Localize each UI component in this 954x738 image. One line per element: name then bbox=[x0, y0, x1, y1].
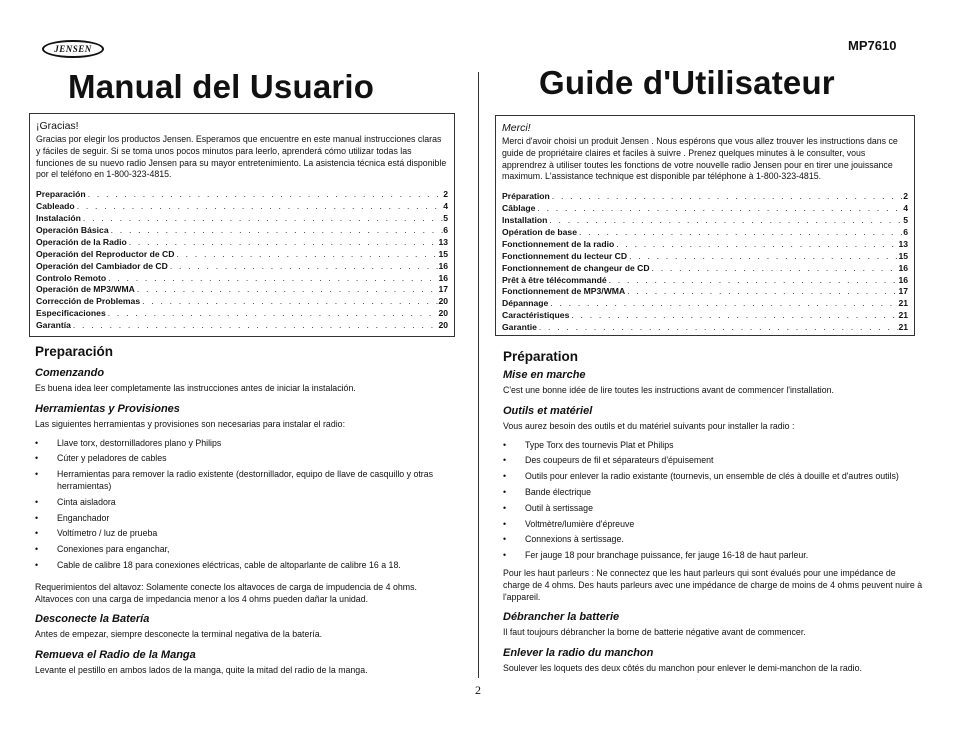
toc-item[interactable]: Opération de base . . . 6 bbox=[502, 227, 908, 239]
paragraph: Levante el pestillo en ambos lados de la manga, quite la mitad del radio de la manga. bbox=[35, 665, 368, 676]
body-es bbox=[35, 366, 455, 684]
thanks-heading-es: ¡Gracias! bbox=[36, 120, 79, 132]
subheading: Mise en marche bbox=[503, 369, 586, 381]
toc-item[interactable]: Caractéristiques . . . 21 bbox=[502, 310, 908, 322]
jensen-logo bbox=[42, 40, 104, 58]
toc-item[interactable]: Dépannage . . . 21 bbox=[502, 298, 908, 310]
subheading: Comenzando bbox=[35, 367, 105, 379]
toc-item[interactable]: Especificaciones . . . 20 bbox=[36, 308, 448, 320]
page-title-fr: Guide d'Utilisateur bbox=[539, 64, 835, 101]
paragraph: Las siguientes herramientas y provisiones son necesarias para instalar el radio: bbox=[35, 418, 346, 429]
logo-text: JENSEN bbox=[54, 44, 92, 54]
thanks-box-es bbox=[29, 113, 455, 337]
list-item: • Conexiones para enganchar, bbox=[35, 544, 455, 556]
paragraph: Antes de empezar, siempre desconecte la terminal negativa de la batería. bbox=[35, 629, 323, 640]
list-item: • Voltmètre/lumière d'épreuve bbox=[503, 519, 923, 531]
toc-item[interactable]: Fonctionnement de la radio . . . 13 bbox=[502, 239, 908, 251]
paragraph: Vous aurez besoin des outils et du matériel suivants pour installer la radio : bbox=[503, 420, 795, 431]
column-divider bbox=[478, 72, 479, 678]
toc-item[interactable]: Garantía . . . 20 bbox=[36, 320, 448, 332]
tools-list-fr bbox=[503, 440, 923, 562]
thanks-text-es: Gracias por elegir los productos Jensen. Esperamos que encuentre en este manual instrucciones claras y fáciles de seguir. Si se toma unos pocos minutos para leerlo, aprenderá cómo utilizar todas las funciones de su nuevo radio Jensen para su mayor entretenimiento. La asistencia técnica está disponible por el teléfono en 1-800-323-4815. bbox=[36, 134, 447, 180]
toc-item[interactable]: Installation . . . 5 bbox=[502, 215, 908, 227]
page-number: 2 bbox=[475, 683, 481, 697]
toc-item[interactable]: Operación Básica . . . 6 bbox=[36, 225, 448, 237]
paragraph: Soulever les loquets des deux côtés du manchon pour enlever le demi-manchon de la radio. bbox=[503, 663, 862, 674]
toc-item[interactable]: Instalación . . . 5 bbox=[36, 213, 448, 225]
subheading: Enlever la radio du manchon bbox=[503, 647, 654, 660]
paragraph: C'est une bonne idée de lire toutes les instructions avant de commencer l'installation. bbox=[503, 385, 834, 395]
list-item: • Herramientas para remover la radio existente (destornillador, equipo de llave de casquillo y otras herramientas) bbox=[35, 469, 455, 493]
list-item: • Outil à sertissage bbox=[503, 503, 923, 515]
subheading: Outils et matériel bbox=[503, 404, 593, 417]
list-item: • Cúter y peladores de cables bbox=[35, 453, 455, 465]
list-item: • Type Torx des tournevis Plat et Philips bbox=[503, 440, 923, 452]
list-item: • Connexions à sertissage. bbox=[503, 534, 923, 546]
model-number: MP7610 bbox=[848, 38, 897, 53]
toc-item[interactable]: Cableado . . . 4 bbox=[36, 201, 448, 213]
toc-item[interactable]: Préparation . . . 2 bbox=[502, 191, 908, 203]
paragraph: Requerimientos del altavoz: Solamente conecte los altavoces de carga de impudencia de 4 ohms. Altavoces con una carga de impedancia menor a los 4 ohms pueden dañar la unidad. bbox=[35, 581, 417, 604]
thanks-heading-fr: Merci! bbox=[502, 122, 531, 134]
toc-es bbox=[36, 189, 448, 332]
toc-item[interactable]: Operación de MP3/WMA . . . 17 bbox=[36, 284, 448, 296]
section-title-fr: Préparation bbox=[503, 349, 579, 364]
subheading: Herramientas y Provisiones bbox=[35, 402, 180, 415]
thanks-box-fr bbox=[495, 115, 915, 336]
tools-list-es bbox=[35, 438, 455, 572]
toc-item[interactable]: Fonctionnement de changeur de CD . . . 16 bbox=[502, 263, 908, 275]
toc-item[interactable]: Operación del Cambiador de CD . . . 16 bbox=[36, 261, 448, 273]
list-item: • Llave torx, destornilladores plano y Philips bbox=[35, 438, 455, 450]
thanks-text-fr: Merci d'avoir choisi un produit Jensen . Nous espérons que vous allez trouver les instructions dans ce guide de propriétaire claires et faciles à suivre . Prenez quelques minutes à le consulter, vous apprendrez à utiliser toutes les fonctions de votre nouvelle radio Jensen pour en tirer une jouissance maximum. L'assistance technique est disponible par téléphone à 1-800-323-4815. bbox=[502, 136, 898, 182]
body-fr bbox=[503, 368, 923, 682]
toc-item[interactable]: Corrección de Problemas . . . 20 bbox=[36, 296, 448, 308]
toc-item[interactable]: Controlo Remoto . . . 16 bbox=[36, 273, 448, 285]
toc-item[interactable]: Fonctionnement du lecteur CD . . . 15 bbox=[502, 251, 908, 263]
toc-item[interactable]: Fonctionnement de MP3/WMA . . . 17 bbox=[502, 286, 908, 298]
list-item: • Bande électrique bbox=[503, 487, 923, 499]
list-item: • Outils pour enlever la radio existante (tournevis, un ensemble de clés à douille et d'autres outils) bbox=[503, 471, 923, 483]
toc-fr bbox=[502, 191, 908, 334]
list-item: • Des coupeurs de fil et séparateurs d'épuisement bbox=[503, 455, 923, 467]
list-item: • Fer jauge 18 pour branchage puissance, fer jauge 16-18 de haut parleur. bbox=[503, 550, 923, 562]
list-item: • Cable de calibre 18 para conexiones eléctricas, cable de altoparlante de calibre 16 a 18. bbox=[35, 560, 455, 572]
toc-item[interactable]: Operación de la Radio . . . 13 bbox=[36, 237, 448, 249]
toc-item[interactable]: Preparación . . . 2 bbox=[36, 189, 448, 201]
toc-item[interactable]: Prêt à être télécommandé . . . 16 bbox=[502, 275, 908, 287]
page-title-es: Manual del Usuario bbox=[68, 68, 375, 105]
section-title-es: Preparación bbox=[35, 344, 114, 359]
subheading: Remueva el Radio de la Manga bbox=[35, 649, 196, 662]
toc-item[interactable]: Operación del Reproductor de CD . . . 15 bbox=[36, 249, 448, 261]
paragraph: Es buena idea leer completamente las instrucciones antes de iniciar la instalación. bbox=[35, 383, 356, 393]
paragraph: Il faut toujours débrancher la borne de batterie négative avant de commencer. bbox=[503, 627, 806, 638]
toc-item[interactable]: Câblage . . . 4 bbox=[502, 203, 908, 215]
list-item: • Cinta aisladora bbox=[35, 497, 455, 509]
paragraph: Pour les haut parleurs : Ne connectez que les haut parleurs qui sont évalués pour une impédance de charge de 4 ohms. Des hauts parleurs avec une impédance de charge de moins de 4 ohms peuvent nuire à l'appareil. bbox=[503, 567, 923, 602]
toc-item[interactable]: Garantie . . . 21 bbox=[502, 322, 908, 334]
subheading: Débrancher la batterie bbox=[503, 611, 620, 624]
subheading: Desconecte la Batería bbox=[35, 613, 150, 626]
list-item: • Enganchador bbox=[35, 513, 455, 525]
list-item: • Voltímetro / luz de prueba bbox=[35, 528, 455, 540]
